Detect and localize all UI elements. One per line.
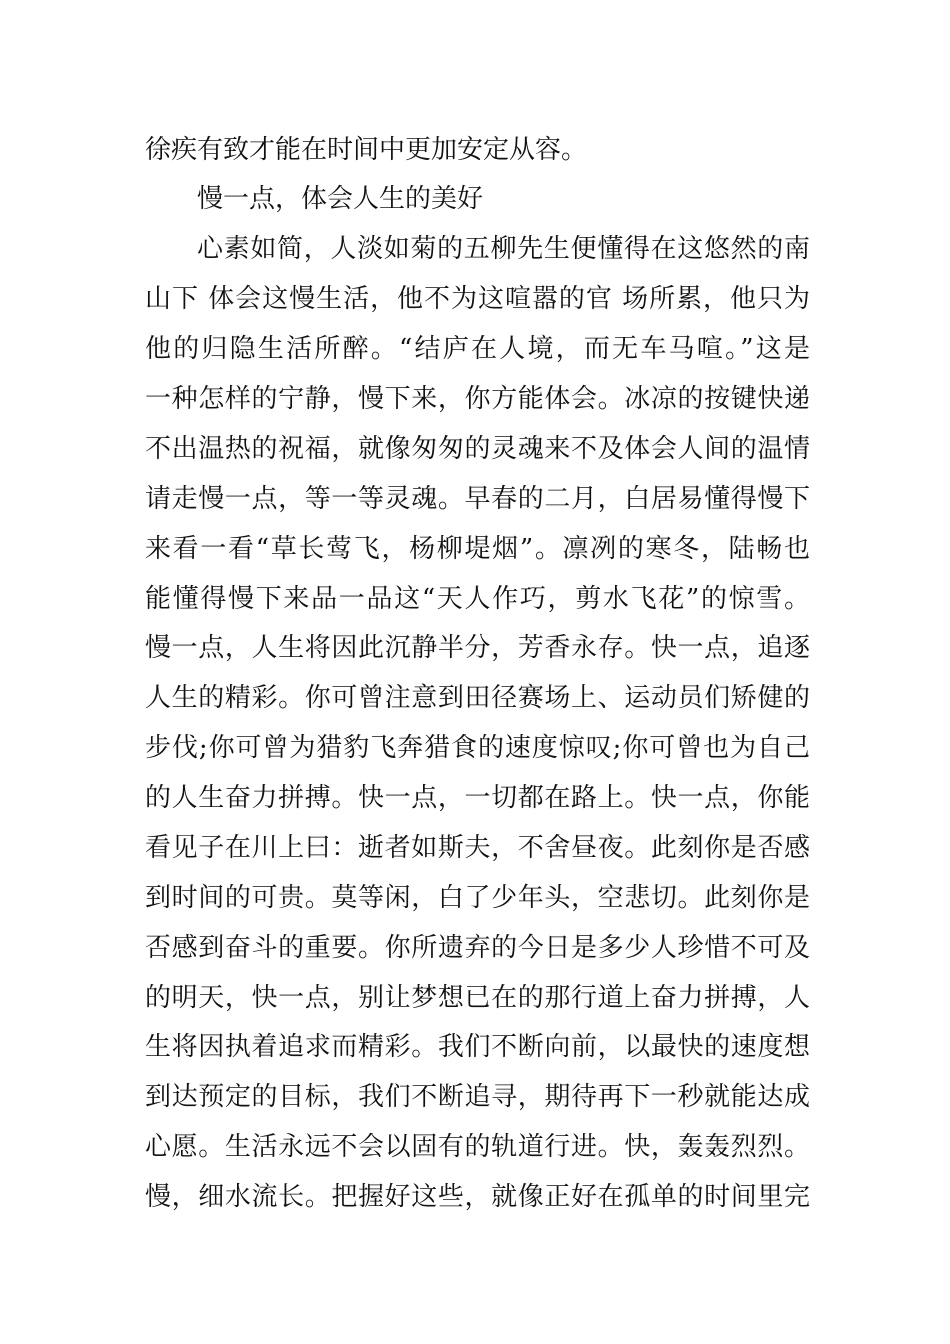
text-line: 徐疾有致才能在时间中更加安定从容。 bbox=[145, 135, 588, 165]
text-line: 来看一看“草长莺飞，杨柳堤烟”。凛冽的寒冬，陆畅也 bbox=[145, 534, 810, 564]
text-line: 不出温热的祝福，就像匆匆的灵魂来不及体会人间的温情 bbox=[145, 434, 810, 464]
text-line: 心愿。生活永远不会以固有的轨道行进。快，轰轰烈烈。 bbox=[145, 1132, 810, 1162]
text-line: 他的归隐生活所醉。“结庐在人境，而无车马喧。”这是 bbox=[145, 334, 810, 364]
text-line: 人生的精彩。你可曾注意到田径赛场上、运动员们矫健的 bbox=[145, 683, 810, 713]
text-line: 能懂得慢下来品一品这“天人作巧，剪水飞花”的惊雪。 bbox=[145, 584, 810, 614]
text-line: 心素如简，人淡如菊的五柳先生便懂得在这悠然的南 bbox=[197, 234, 810, 264]
text-line: 的人生奋力拼搏。快一点，一切都在路上。快一点，你能 bbox=[145, 783, 810, 813]
text-line: 慢，细水流长。把握好这些，就像正好在孤单的时间里完 bbox=[145, 1182, 810, 1212]
text-line: 步伐;你可曾为猎豹飞奔猎食的速度惊叹;你可曾也为自己 bbox=[145, 733, 810, 763]
text-line: 一种怎样的宁静，慢下来，你方能体会。冰凉的按键快递 bbox=[145, 384, 810, 414]
text-line: 否感到奋斗的重要。你所遗弃的今日是多少人珍惜不可及 bbox=[145, 933, 810, 963]
text-line: 山下 体会这慢生活，他不为这喧嚣的官 场所累，他只为 bbox=[145, 284, 810, 314]
text-line: 到时间的可贵。莫等闲，白了少年头，空悲切。此刻你是 bbox=[145, 883, 810, 913]
text-line: 生将因执着追求而精彩。我们不断向前，以最快的速度想 bbox=[145, 1032, 810, 1062]
text-line: 请走慢一点，等一等灵魂。早春的二月，白居易懂得慢下 bbox=[145, 484, 810, 514]
text-line: 看见子在川上曰：逝者如斯夫，不舍昼夜。此刻你是否感 bbox=[145, 833, 810, 863]
text-line: 慢一点，人生将因此沉静半分，芳香永存。快一点，追逐 bbox=[145, 633, 810, 663]
section-heading: 慢一点，体会人生的美好 bbox=[197, 184, 484, 214]
text-line: 的明天，快一点，别让梦想已在的那行道上奋力拼搏，人 bbox=[145, 983, 810, 1013]
text-line: 到达预定的目标，我们不断追寻，期待再下一秒就能达成 bbox=[145, 1082, 810, 1112]
